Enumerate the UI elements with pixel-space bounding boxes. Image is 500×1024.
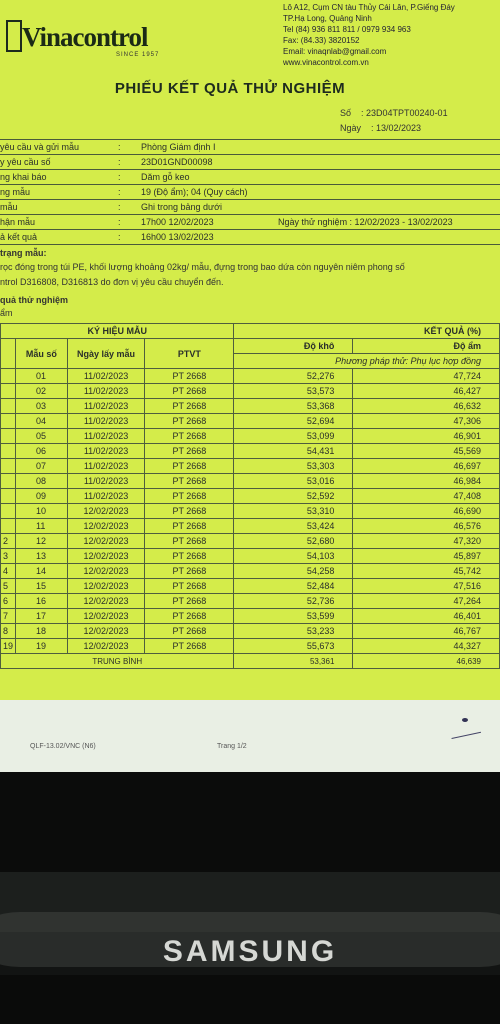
sample-date-cell: 12/02/2023 [67, 504, 145, 519]
sample-date-cell: 11/02/2023 [67, 444, 145, 459]
dry-content-cell: 53,233 [234, 624, 353, 639]
address-line: Email: vinaqnlab@gmail.com [283, 47, 387, 56]
results-subheading: ẩm [0, 308, 13, 318]
results-table [0, 323, 500, 669]
table-row [1, 504, 500, 519]
table-row [1, 444, 500, 459]
moisture-cell: 47,320 [353, 534, 500, 549]
sample-no-cell: 14 [16, 564, 68, 579]
row-index-cell: 8 [1, 624, 16, 639]
moisture-cell: 45,742 [353, 564, 500, 579]
average-dry-content: 53,361 [234, 654, 353, 669]
row-index-cell [1, 444, 16, 459]
info-value: 19 (Độ ẩm); 04 (Quy cách) [141, 187, 248, 197]
paper-unlit-area [0, 700, 500, 772]
moisture-cell: 46,401 [353, 609, 500, 624]
row-index-cell: 4 [1, 564, 16, 579]
dry-content-cell: 52,694 [234, 414, 353, 429]
monitor-stand-area [0, 975, 500, 1024]
document-title: PHIẾU KẾT QUẢ THỬ NGHIỆM [114, 80, 346, 97]
col-stt [1, 339, 16, 369]
dry-content-cell: 53,573 [234, 384, 353, 399]
sample-no-cell: 09 [16, 489, 68, 504]
vinacontrol-logo-icon [6, 20, 22, 52]
dry-content-cell: 55,673 [234, 639, 353, 654]
info-label: hận mẫu [0, 217, 36, 227]
info-row [0, 186, 500, 198]
vehicle-cell: PT 2668 [145, 594, 234, 609]
info-colon: : [118, 157, 121, 167]
sample-date-cell: 12/02/2023 [67, 594, 145, 609]
col-vehicle: PTVT [145, 339, 234, 369]
sample-date-cell: 12/02/2023 [67, 549, 145, 564]
sample-no-cell: 06 [16, 444, 68, 459]
row-index-cell: 5 [1, 579, 16, 594]
vehicle-cell: PT 2668 [145, 474, 234, 489]
average-row [1, 654, 500, 669]
row-index-cell [1, 459, 16, 474]
info-colon: : [118, 232, 121, 242]
row-index-cell: 2 [1, 534, 16, 549]
sample-date-cell: 12/02/2023 [67, 639, 145, 654]
moisture-cell: 47,408 [353, 489, 500, 504]
col-sample-no: Mẫu số [16, 339, 68, 369]
info-row [0, 141, 500, 153]
results-heading: quả thử nghiệm [0, 295, 69, 305]
info-colon: : [118, 217, 121, 227]
table-row [1, 474, 500, 489]
row-index-cell [1, 369, 16, 384]
moisture-cell: 45,897 [353, 549, 500, 564]
row-index-cell [1, 399, 16, 414]
test-method: Phương pháp thử: Phụ lục hợp đồng [234, 354, 500, 369]
col-dry-content: Độ khô [234, 339, 353, 354]
sample-no-cell: 18 [16, 624, 68, 639]
vehicle-cell: PT 2668 [145, 534, 234, 549]
sample-date-cell: 11/02/2023 [67, 384, 145, 399]
table-row [1, 624, 500, 639]
table-row [1, 519, 500, 534]
moisture-cell: 46,984 [353, 474, 500, 489]
table-row [1, 414, 500, 429]
dry-content-cell: 54,431 [234, 444, 353, 459]
vehicle-cell: PT 2668 [145, 489, 234, 504]
divider [0, 229, 500, 230]
dry-content-cell: 52,484 [234, 579, 353, 594]
test-date: Ngày thử nghiệm : 12/02/2023 - 13/02/2023 [278, 217, 453, 227]
table-row [1, 564, 500, 579]
row-index-cell [1, 414, 16, 429]
dry-content-cell: 53,303 [234, 459, 353, 474]
row-index-cell: 3 [1, 549, 16, 564]
sample-date-cell: 12/02/2023 [67, 534, 145, 549]
address-line: TP.Hạ Long, Quảng Ninh [283, 14, 372, 23]
dry-content-cell: 52,736 [234, 594, 353, 609]
table-row [1, 429, 500, 444]
table-row [1, 399, 500, 414]
col-sample-date: Ngày lấy mẫu [67, 339, 145, 369]
row-index-cell [1, 474, 16, 489]
sample-no-cell: 03 [16, 399, 68, 414]
sample-date-cell: 11/02/2023 [67, 369, 145, 384]
sample-date-cell: 11/02/2023 [67, 429, 145, 444]
table-row [1, 489, 500, 504]
vehicle-cell: PT 2668 [145, 519, 234, 534]
info-value: Ghi trong bảng dưới [141, 202, 222, 212]
moisture-cell: 47,516 [353, 579, 500, 594]
dry-content-cell: 53,368 [234, 399, 353, 414]
info-label: y yêu cầu số [0, 157, 51, 167]
info-label: ng khai báo [0, 172, 47, 182]
table-row [1, 579, 500, 594]
sample-date-cell: 11/02/2023 [67, 414, 145, 429]
sample-status-heading: trạng mẫu: [0, 248, 47, 258]
info-colon: : [118, 202, 121, 212]
sample-date-cell: 12/02/2023 [67, 579, 145, 594]
info-row [0, 216, 500, 228]
moisture-cell: 46,697 [353, 459, 500, 474]
table-row [1, 384, 500, 399]
info-row [0, 231, 500, 243]
vehicle-cell: PT 2668 [145, 639, 234, 654]
sample-date-cell: 11/02/2023 [67, 459, 145, 474]
sample-no-cell: 15 [16, 579, 68, 594]
table-row [1, 639, 500, 654]
logo-since: SINCE 1957 [116, 52, 160, 58]
sample-date-cell: 12/02/2023 [67, 624, 145, 639]
sample-no-cell: 17 [16, 609, 68, 624]
sample-no-cell: 12 [16, 534, 68, 549]
address-line: Fax: (84.33) 3820152 [283, 36, 360, 45]
moisture-cell: 47,306 [353, 414, 500, 429]
info-value: 17h00 12/02/2023 [141, 217, 214, 227]
sample-date-cell: 12/02/2023 [67, 609, 145, 624]
vehicle-cell: PT 2668 [145, 504, 234, 519]
form-code: QLF-13.02/VNC (N6) [30, 743, 96, 750]
vehicle-cell: PT 2668 [145, 414, 234, 429]
moisture-cell: 46,632 [353, 399, 500, 414]
address-line: Lô A12, Cụm CN tàu Thủy Cái Lân, P.Giếng Đáy [283, 3, 455, 12]
divider [0, 199, 500, 200]
report-date-value: : 13/02/2023 [371, 123, 422, 133]
moisture-cell: 46,427 [353, 384, 500, 399]
vehicle-cell: PT 2668 [145, 384, 234, 399]
group-results: KẾT QUẢ (%) [234, 324, 500, 339]
sample-date-cell: 11/02/2023 [67, 474, 145, 489]
table-row [1, 594, 500, 609]
info-colon: : [118, 172, 121, 182]
vehicle-cell: PT 2668 [145, 444, 234, 459]
report-date-label: Ngày [340, 123, 362, 133]
average-moisture: 46,639 [353, 654, 500, 669]
moisture-cell: 47,724 [353, 369, 500, 384]
info-row [0, 201, 500, 213]
info-row [0, 171, 500, 183]
sample-no-cell: 19 [16, 639, 68, 654]
moisture-cell: 46,767 [353, 624, 500, 639]
row-index-cell [1, 504, 16, 519]
dry-content-cell: 53,016 [234, 474, 353, 489]
sample-no-cell: 13 [16, 549, 68, 564]
info-value: 16h00 13/02/2023 [141, 232, 214, 242]
address-line: Tel (84) 936 811 811 / 0979 934 963 [283, 25, 411, 34]
table-row [1, 534, 500, 549]
table-row [1, 459, 500, 474]
table-row [1, 609, 500, 624]
sample-date-cell: 11/02/2023 [67, 399, 145, 414]
col-moisture: Độ ẩm [353, 339, 500, 354]
report-number [340, 108, 448, 118]
vehicle-cell: PT 2668 [145, 429, 234, 444]
vehicle-cell: PT 2668 [145, 624, 234, 639]
divider [0, 214, 500, 215]
report-number-label: Số [340, 108, 352, 118]
sample-no-cell: 01 [16, 369, 68, 384]
vehicle-cell: PT 2668 [145, 459, 234, 474]
sample-date-cell: 11/02/2023 [67, 489, 145, 504]
dry-content-cell: 54,103 [234, 549, 353, 564]
info-colon: : [118, 142, 121, 152]
divider [0, 169, 500, 170]
info-colon: : [118, 187, 121, 197]
row-index-cell: 7 [1, 609, 16, 624]
vehicle-cell: PT 2668 [145, 549, 234, 564]
info-label: ả kết quả [0, 232, 38, 242]
row-index-cell [1, 384, 16, 399]
vehicle-cell: PT 2668 [145, 609, 234, 624]
info-value: Phòng Giám định I [141, 142, 216, 152]
row-index-cell [1, 429, 16, 444]
row-index-cell [1, 489, 16, 504]
sample-date-cell: 12/02/2023 [67, 519, 145, 534]
vehicle-cell: PT 2668 [145, 369, 234, 384]
report-date [340, 123, 421, 133]
row-index-cell [1, 519, 16, 534]
info-label: ng mẫu [0, 187, 31, 197]
info-value: 23D01GND00098 [141, 157, 213, 167]
moisture-cell: 47,264 [353, 594, 500, 609]
divider [0, 184, 500, 185]
info-value: Dăm gỗ keo [141, 172, 190, 182]
dry-content-cell: 53,599 [234, 609, 353, 624]
group-sample-id: KÝ HIỆU MẪU [1, 324, 234, 339]
vehicle-cell: PT 2668 [145, 564, 234, 579]
info-label: yêu cầu và gửi mẫu [0, 142, 80, 152]
sample-no-cell: 16 [16, 594, 68, 609]
sample-no-cell: 10 [16, 504, 68, 519]
divider [0, 154, 500, 155]
table-row [1, 549, 500, 564]
page-number: Trang 1/2 [217, 743, 247, 750]
row-index-cell: 6 [1, 594, 16, 609]
dry-content-cell: 54,258 [234, 564, 353, 579]
dry-content-cell: 52,276 [234, 369, 353, 384]
sample-no-cell: 05 [16, 429, 68, 444]
address-line: www.vinacontrol.com.vn [283, 58, 369, 67]
table-group-header [1, 324, 500, 339]
sample-no-cell: 11 [16, 519, 68, 534]
sample-status-text: ntrol D316808, D316813 do đơn vị yêu cầu chuyển đến. [0, 277, 224, 287]
sample-no-cell: 07 [16, 459, 68, 474]
table-row [1, 369, 500, 384]
monitor-brand-logo: SAMSUNG [162, 935, 338, 968]
sample-date-cell: 12/02/2023 [67, 564, 145, 579]
moisture-cell: 46,576 [353, 519, 500, 534]
monitor-frame [0, 772, 500, 872]
company-logo: Vinacontrol [22, 22, 148, 52]
average-label: TRUNG BÌNH [1, 654, 234, 669]
vehicle-cell: PT 2668 [145, 579, 234, 594]
dry-content-cell: 53,424 [234, 519, 353, 534]
sample-no-cell: 08 [16, 474, 68, 489]
company-address [283, 2, 455, 68]
dry-content-cell: 53,099 [234, 429, 353, 444]
info-row [0, 156, 500, 168]
sample-status-text: rọc đóng trong túi PE, khối lượng khoảng 02kg/ mẫu, đựng trong bao dứa còn nguyên niêm phong số [0, 262, 405, 272]
moisture-cell: 45,569 [353, 444, 500, 459]
sample-no-cell: 04 [16, 414, 68, 429]
dry-content-cell: 52,680 [234, 534, 353, 549]
moisture-cell: 44,327 [353, 639, 500, 654]
divider [0, 244, 500, 245]
moisture-cell: 46,690 [353, 504, 500, 519]
table-column-header [1, 339, 500, 354]
dry-content-cell: 53,310 [234, 504, 353, 519]
report-number-value: : 23D04TPT00240-01 [361, 108, 448, 118]
divider [0, 139, 500, 140]
signature-mark [462, 718, 468, 722]
vehicle-cell: PT 2668 [145, 399, 234, 414]
dry-content-cell: 52,592 [234, 489, 353, 504]
info-label: mẫu [0, 202, 18, 212]
moisture-cell: 46,901 [353, 429, 500, 444]
results-body [1, 369, 500, 669]
sample-no-cell: 02 [16, 384, 68, 399]
row-index-cell: 19 [1, 639, 16, 654]
